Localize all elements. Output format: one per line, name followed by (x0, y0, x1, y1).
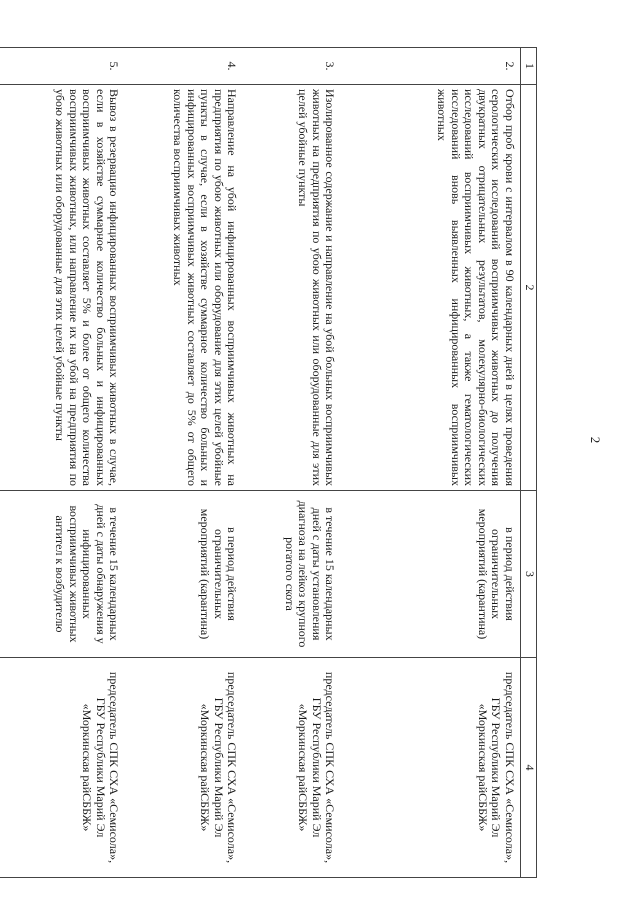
rotated-page-content (0, 47, 537, 877)
responsible-text: председатель СПК СХА «Семисола», ГБУ Республики Марий Эл «Моркинская райСББЖ» (125, 658, 243, 878)
header-col-3: 3 (521, 491, 537, 658)
table-row (341, 48, 521, 878)
term-text: в период действия ограничительных мероприятий (карантина) (125, 491, 243, 658)
responsible-text: председатель СПК СХА «Семисола», ГБУ Республики Марий Эл «Моркинская райСББЖ» (243, 658, 341, 878)
table-header-row (521, 48, 537, 878)
measure-text: Вывоз в резервацию инфицированных восприимчивых животных в случае, если в хозяйстве суммарное количество больных и инфицированных восприимчивых животных составляет 5% и более от общего количества восприимчивых животных, или направление их на убой на предприятия по убою животных или оборудованные для этих целей убойные пункты (0, 85, 125, 491)
header-col-1: 1 (521, 48, 537, 85)
term-text: в течение 15 календарных дней с даты установления диагноза на лейкоз крупного рогатого скота (243, 491, 341, 658)
table-row (125, 48, 243, 878)
row-number: 4. (125, 48, 243, 85)
term-text: в течение 15 календарных дней с даты обнаружения у инфицированных восприимчивых животных антител к возбудителю (0, 491, 125, 658)
term-text: в период действия ограничительных мероприятий (карантина) (341, 491, 521, 658)
row-number: 5. (0, 48, 125, 85)
header-col-4: 4 (521, 658, 537, 878)
table-row (0, 48, 125, 878)
header-col-2: 2 (521, 85, 537, 491)
responsible-text: председатель СПК СХА «Семисола», ГБУ Республики Марий Эл «Моркинская райСББЖ» (0, 658, 125, 878)
table-row (243, 48, 341, 878)
measure-text: Направление на убой инфицированных восприимчивых животных на предприятия по убою животных или оборудование для этих целей убойные пункты в случае, если в хозяйстве суммарное количество больных и инфицированных восприимчивых животных составляет до 5% от общего количества восприимчивых животных (125, 85, 243, 491)
measure-text: Отбор проб крови с интервалом в 90 календарных дней в целях проведения серологических исследований восприимчивых животных до получения двукратных отрицательных результатов, молекулярно-биологических исследований восприимчивых животных, а также гематологических исследований вновь выявленных инфицированных восприимчивых животных (341, 85, 521, 491)
responsible-text: председатель СПК СХА «Семисола», ГБУ Республики Марий Эл «Моркинская райСББЖ» (341, 658, 521, 878)
row-number: 2. (341, 48, 521, 85)
page-number: 2 (588, 436, 603, 444)
measures-table (0, 47, 537, 878)
row-number: 3. (243, 48, 341, 85)
measure-text: Изолированное содержание и направление на убой больных восприимчивых животных на предприятия по убою животных или оборудованные для этих целей убойные пункты (243, 85, 341, 491)
